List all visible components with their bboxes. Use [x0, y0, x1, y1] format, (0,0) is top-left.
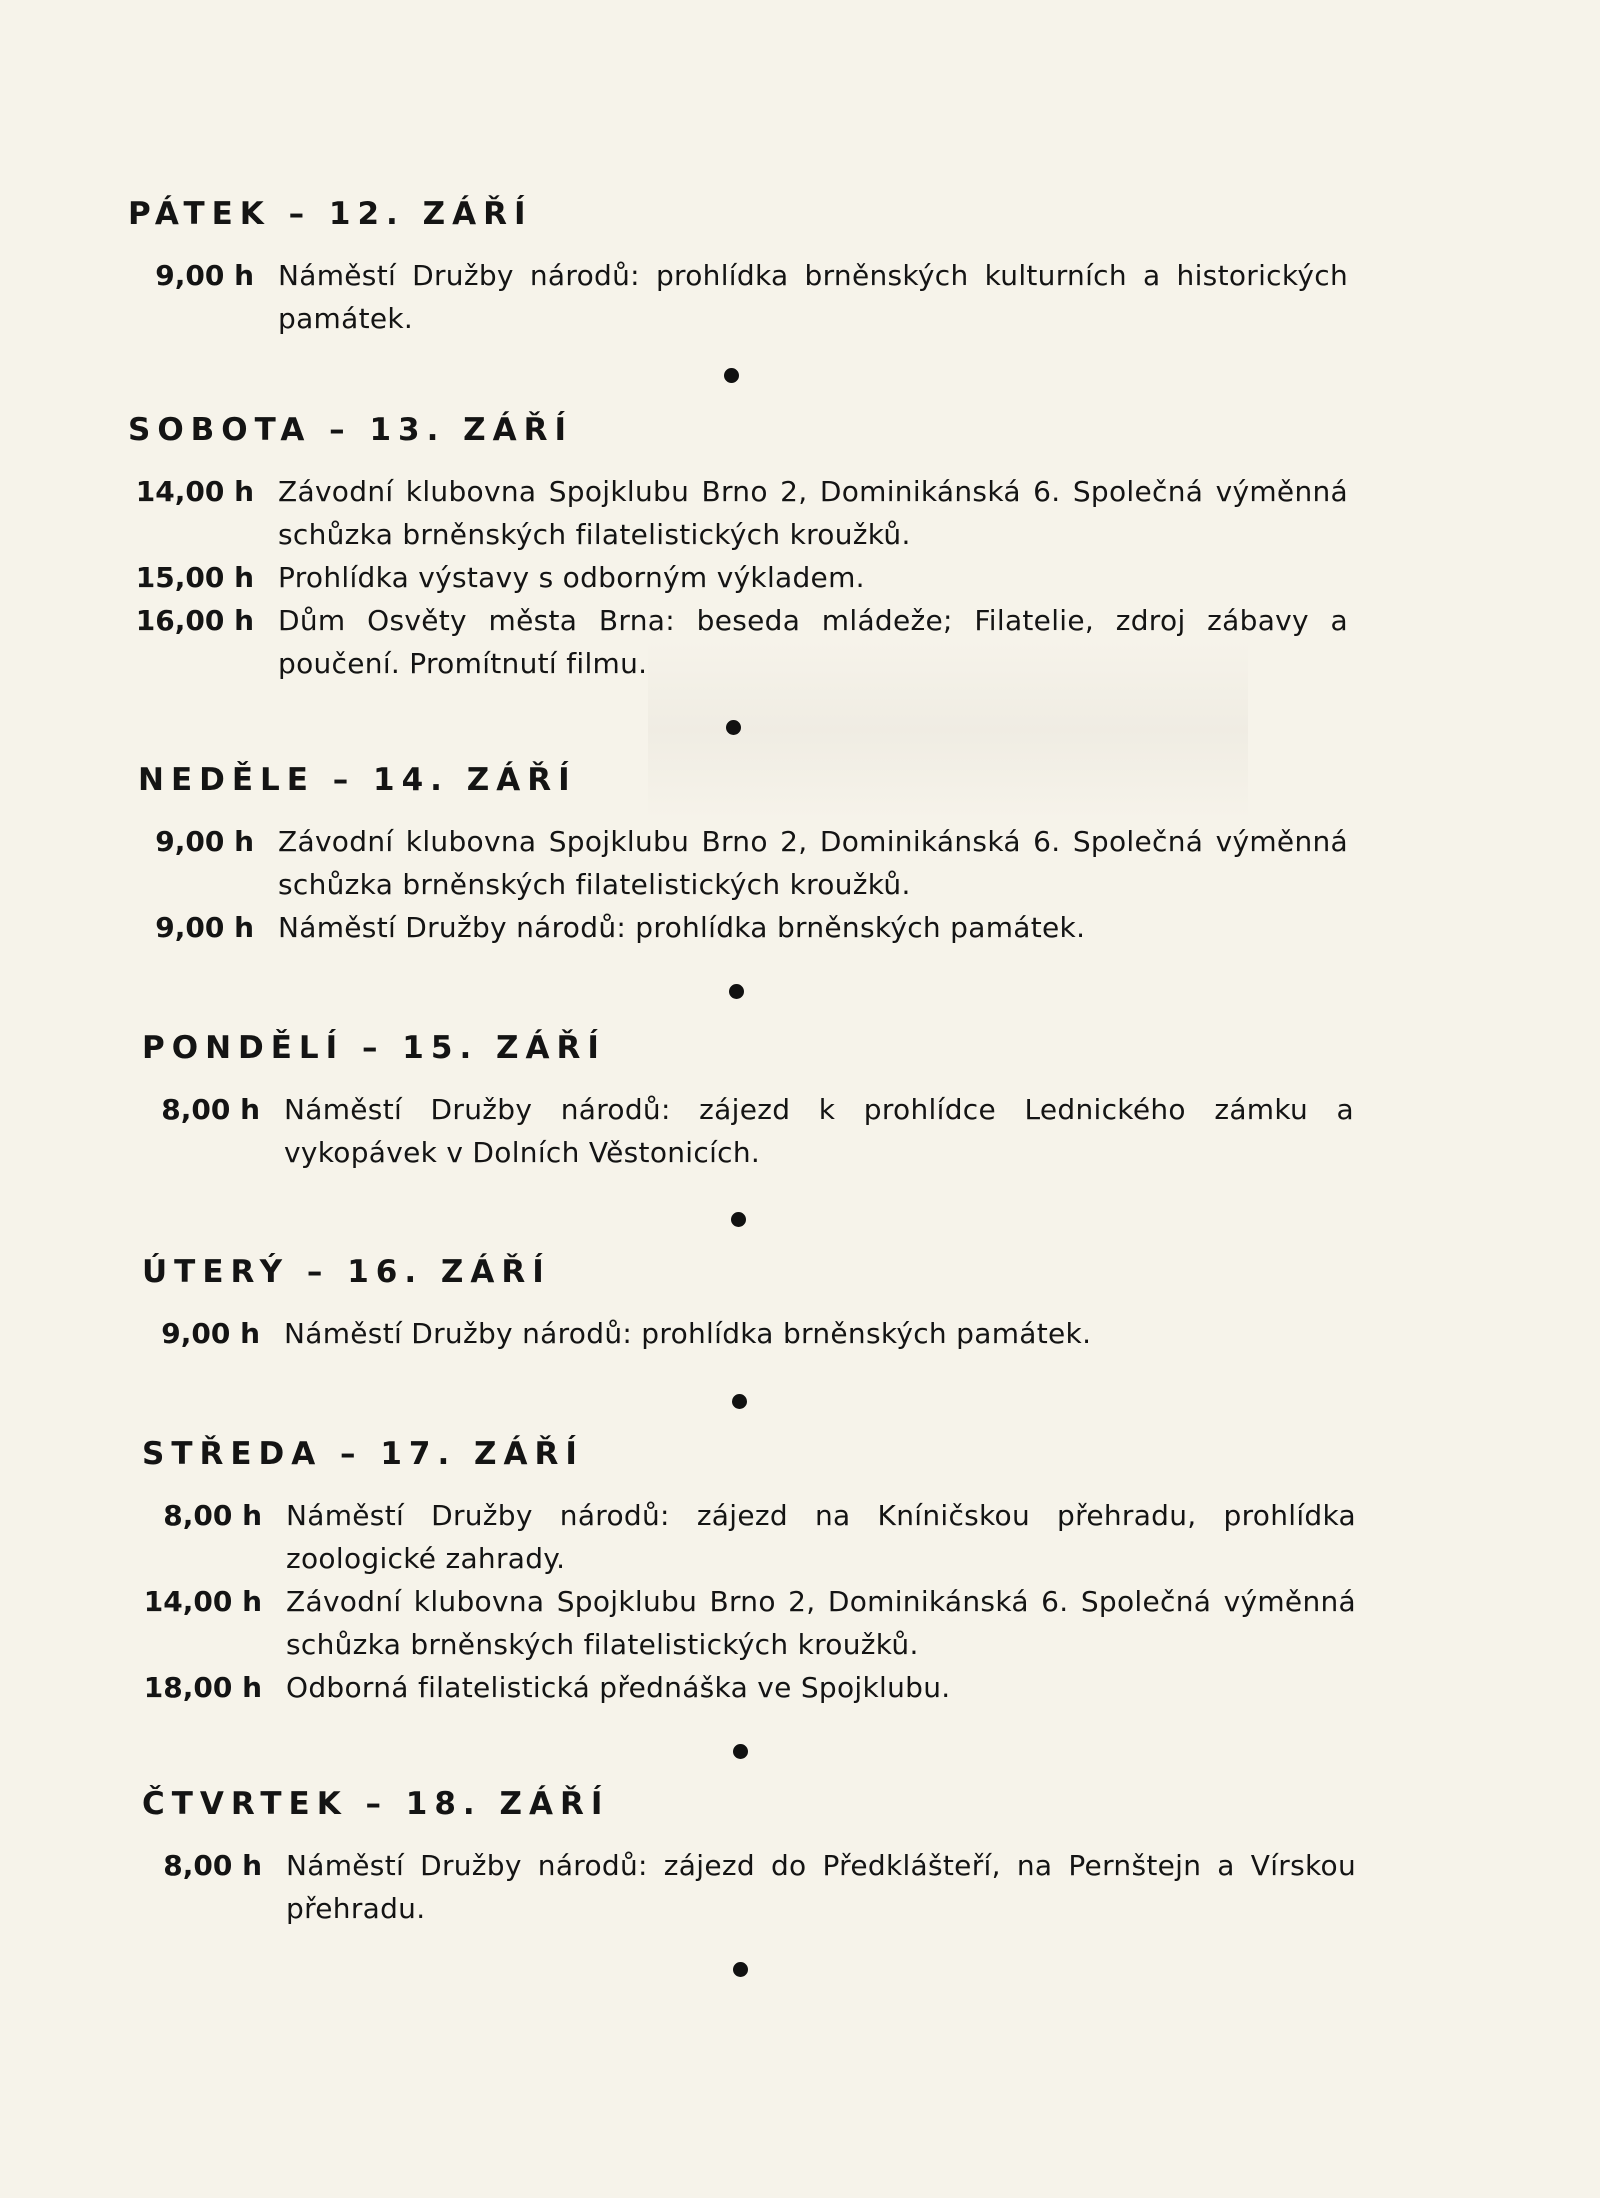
program-entry: [134, 1312, 1354, 1355]
day-heading: PONDĚLÍ – 15. ZÁŘÍ: [142, 1030, 606, 1066]
separator-dot: [724, 368, 739, 383]
day-heading: ČTVRTEK – 18. ZÁŘÍ: [142, 1786, 610, 1822]
program-entry: [136, 1844, 1356, 1930]
entry-time: 8,00 h: [163, 1499, 262, 1532]
program-entry: [128, 820, 1348, 906]
separator-dot: [726, 720, 741, 735]
entry-time: 8,00 h: [163, 1849, 262, 1882]
entry-text: Závodní klubovna Spojklubu Brno 2, Dominikánská 6. Společná výměnná schůzka brněnských filatelistických kroužků.: [286, 1585, 1356, 1661]
program-entry: [134, 1088, 1354, 1174]
day-heading: PÁTEK – 12. ZÁŘÍ: [128, 196, 533, 232]
entry-text: Náměstí Družby národů: prohlídka brněnských památek.: [284, 1317, 1092, 1350]
day-section-sunday: [128, 762, 1348, 949]
entry-time: 9,00 h: [155, 259, 254, 292]
entry-time: 15,00 h: [135, 561, 254, 594]
entry-text: Náměstí Družby národů: zájezd k prohlídce Lednického zámku a vykopávek v Dolních Věstonicích.: [284, 1093, 1354, 1169]
entry-text: Náměstí Družby národů: zájezd do Předklášteří, na Pernštejn a Vírskou přehradu.: [286, 1849, 1356, 1925]
program-entry: [128, 470, 1348, 556]
entry-time: 18,00 h: [143, 1671, 262, 1704]
entry-time: 14,00 h: [135, 475, 254, 508]
separator-dot: [733, 1744, 748, 1759]
separator-dot: [729, 984, 744, 999]
entry-text: Závodní klubovna Spojklubu Brno 2, Dominikánská 6. Společná výměnná schůzka brněnských filatelistických kroužků.: [278, 475, 1348, 551]
entry-text: Závodní klubovna Spojklubu Brno 2, Dominikánská 6. Společná výměnná schůzka brněnských filatelistických kroužků.: [278, 825, 1348, 901]
program-entry: [136, 1666, 1356, 1709]
day-heading: STŘEDA – 17. ZÁŘÍ: [142, 1436, 584, 1472]
day-heading: SOBOTA – 13. ZÁŘÍ: [128, 412, 574, 448]
day-heading: ÚTERÝ – 16. ZÁŘÍ: [142, 1254, 551, 1290]
separator-dot: [732, 1394, 747, 1409]
entry-text: Náměstí Družby národů: zájezd na Kníničskou přehradu, prohlídka zoologické zahrady.: [286, 1499, 1356, 1575]
entry-text: Náměstí Družby národů: prohlídka brněnských kulturních a historických památek.: [278, 259, 1348, 335]
day-section-saturday: [128, 412, 1348, 685]
day-section-friday: [128, 196, 1348, 340]
entry-text: Prohlídka výstavy s odborným výkladem.: [278, 561, 865, 594]
day-section-thursday: [136, 1786, 1356, 1930]
entry-time: 9,00 h: [155, 911, 254, 944]
entry-time: 16,00 h: [135, 604, 254, 637]
program-entry: [136, 1494, 1356, 1580]
program-entry: [128, 599, 1348, 685]
separator-dot: [733, 1962, 748, 1977]
entry-time: 9,00 h: [161, 1317, 260, 1350]
entry-time: 14,00 h: [143, 1585, 262, 1618]
program-entry: [128, 254, 1348, 340]
entry-time: 8,00 h: [161, 1093, 260, 1126]
entry-text: Dům Osvěty města Brna: beseda mládeže; Filatelie, zdroj zábavy a poučení. Promítnutí filmu.: [278, 604, 1348, 680]
separator-dot: [731, 1212, 746, 1227]
day-section-wednesday: [136, 1436, 1356, 1709]
entry-time: 9,00 h: [155, 825, 254, 858]
program-page: [128, 0, 1356, 2198]
entry-text: Náměstí Družby národů: prohlídka brněnských památek.: [278, 911, 1086, 944]
program-entry: [136, 1580, 1356, 1666]
day-section-tuesday: [134, 1254, 1354, 1355]
day-heading: NEDĚLE – 14. ZÁŘÍ: [138, 762, 577, 798]
program-entry: [128, 556, 1348, 599]
program-entry: [128, 906, 1348, 949]
entry-text: Odborná filatelistická přednáška ve Spojklubu.: [286, 1671, 951, 1704]
day-section-monday: [134, 1030, 1354, 1174]
